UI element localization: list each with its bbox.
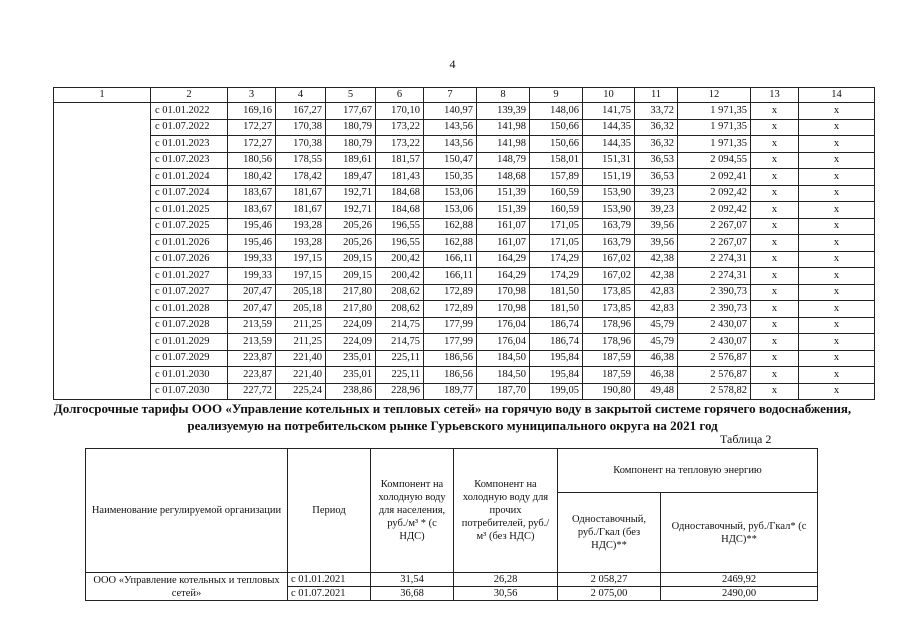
value-cell: 172,27 <box>228 136 276 153</box>
value-cell: x <box>799 334 875 351</box>
value-cell: 2 092,42 <box>678 202 751 219</box>
value-cell: 181,43 <box>376 169 424 186</box>
value-cell: 184,68 <box>376 185 424 202</box>
value-cell: 33,72 <box>635 103 678 120</box>
value-cell: 144,35 <box>583 136 635 153</box>
value-cell: 1 971,35 <box>678 119 751 136</box>
header-heat-no-vat: Одноставочный, руб./Гкал (без НДС)** <box>558 493 661 573</box>
period-cell: с 01.01.2027 <box>151 268 228 285</box>
value-cell: x <box>799 202 875 219</box>
value-cell: x <box>799 268 875 285</box>
value-cell: 169,16 <box>228 103 276 120</box>
value-cell: 39,56 <box>635 235 678 252</box>
value-cell: 167,02 <box>583 268 635 285</box>
value-cell: 214,75 <box>376 334 424 351</box>
period-cell: с 01.07.2022 <box>151 119 228 136</box>
period-cell: с 01.07.2023 <box>151 152 228 169</box>
value-cell: x <box>751 119 799 136</box>
value-cell: x <box>751 334 799 351</box>
value-cell: 186,56 <box>424 367 477 384</box>
period-cell: с 01.01.2021 <box>288 573 371 587</box>
header-cold-other: Компонент на холодную воду для прочих потребителей, руб./м³ (без НДС) <box>454 449 558 573</box>
value-cell: 166,11 <box>424 268 477 285</box>
value-cell: 190,80 <box>583 383 635 400</box>
value-cell: 162,88 <box>424 218 477 235</box>
value-cell: 148,68 <box>477 169 530 186</box>
value-cell: 181,57 <box>376 152 424 169</box>
value-cell: 186,74 <box>530 334 583 351</box>
value-cell: 173,22 <box>376 136 424 153</box>
value-cell: 177,99 <box>424 317 477 334</box>
table-row <box>54 136 875 153</box>
value-cell: 205,26 <box>326 235 376 252</box>
value-cell: 2 576,87 <box>678 350 751 367</box>
value-cell: 195,46 <box>228 218 276 235</box>
value-cell: 49,48 <box>635 383 678 400</box>
column-number: 12 <box>678 88 751 103</box>
value-cell: 2 274,31 <box>678 268 751 285</box>
column-number: 6 <box>376 88 424 103</box>
value-cell: 151,19 <box>583 169 635 186</box>
value-cell: 46,38 <box>635 367 678 384</box>
value-cell: 238,86 <box>326 383 376 400</box>
value-cell: 205,26 <box>326 218 376 235</box>
table-row <box>54 251 875 268</box>
value-cell: 158,01 <box>530 152 583 169</box>
value-cell: 153,06 <box>424 185 477 202</box>
value-cell: 170,38 <box>276 136 326 153</box>
value-cell: 36,53 <box>635 152 678 169</box>
value-cell: x <box>751 317 799 334</box>
value-cell: 164,29 <box>477 268 530 285</box>
value-cell: x <box>799 367 875 384</box>
period-cell: с 01.01.2029 <box>151 334 228 351</box>
value-cell: x <box>751 251 799 268</box>
value-cell: 150,66 <box>530 119 583 136</box>
value-cell: 163,79 <box>583 218 635 235</box>
value-cell: 211,25 <box>276 334 326 351</box>
value-cell: 180,56 <box>228 152 276 169</box>
value-cell: 173,22 <box>376 119 424 136</box>
value-cell: 2 267,07 <box>678 235 751 252</box>
value-cell: 42,38 <box>635 251 678 268</box>
value-cell: 180,79 <box>326 136 376 153</box>
value-cell: 178,55 <box>276 152 326 169</box>
value-cell: 223,87 <box>228 350 276 367</box>
header-cold-population: Компонент на холодную воду для населения, руб./м³ * (с НДС) <box>371 449 454 573</box>
table-row <box>54 218 875 235</box>
column-number: 2 <box>151 88 228 103</box>
table-row <box>54 169 875 186</box>
header-period: Период <box>288 449 371 573</box>
period-cell: с 01.07.2029 <box>151 350 228 367</box>
value-cell: 174,29 <box>530 268 583 285</box>
value-cell: x <box>751 350 799 367</box>
value-cell: 196,55 <box>376 218 424 235</box>
table-row <box>54 185 875 202</box>
value-cell: 223,87 <box>228 367 276 384</box>
value-cell: x <box>751 169 799 186</box>
value-cell: 36,53 <box>635 169 678 186</box>
table-row <box>54 152 875 169</box>
value-cell: 225,11 <box>376 367 424 384</box>
value-cell: 193,28 <box>276 235 326 252</box>
value-cell: 153,90 <box>583 185 635 202</box>
table-row <box>54 301 875 318</box>
value-cell: x <box>751 202 799 219</box>
value-cell: 189,77 <box>424 383 477 400</box>
value-cell: 181,67 <box>276 185 326 202</box>
value-cell: 172,27 <box>228 119 276 136</box>
value-cell: 150,35 <box>424 169 477 186</box>
tariff-table-2 <box>85 448 818 601</box>
value-cell: 189,47 <box>326 169 376 186</box>
value-cell: 163,79 <box>583 235 635 252</box>
value-cell: 30,56 <box>454 587 558 601</box>
value-cell: 209,15 <box>326 251 376 268</box>
column-number: 7 <box>424 88 477 103</box>
value-cell: x <box>799 103 875 120</box>
value-cell: x <box>751 301 799 318</box>
value-cell: 178,42 <box>276 169 326 186</box>
column-number: 11 <box>635 88 678 103</box>
value-cell: 2 274,31 <box>678 251 751 268</box>
value-cell: 46,38 <box>635 350 678 367</box>
period-cell: с 01.01.2028 <box>151 301 228 318</box>
table-row <box>54 334 875 351</box>
value-cell: 172,89 <box>424 301 477 318</box>
value-cell: 173,85 <box>583 284 635 301</box>
value-cell: 199,05 <box>530 383 583 400</box>
period-cell: с 01.01.2022 <box>151 103 228 120</box>
period-cell: с 01.01.2025 <box>151 202 228 219</box>
column-number: 8 <box>477 88 530 103</box>
value-cell: 2490,00 <box>661 587 818 601</box>
value-cell: 174,29 <box>530 251 583 268</box>
value-cell: x <box>799 350 875 367</box>
value-cell: 42,83 <box>635 301 678 318</box>
value-cell: 150,66 <box>530 136 583 153</box>
value-cell: 167,27 <box>276 103 326 120</box>
value-cell: 151,39 <box>477 185 530 202</box>
table-row <box>54 119 875 136</box>
value-cell: 183,67 <box>228 202 276 219</box>
column-number-row <box>54 88 875 103</box>
empty-org-cell <box>54 103 151 400</box>
value-cell: 173,85 <box>583 301 635 318</box>
value-cell: x <box>751 284 799 301</box>
value-cell: x <box>799 301 875 318</box>
value-cell: 205,18 <box>276 284 326 301</box>
table-row <box>54 202 875 219</box>
value-cell: 178,96 <box>583 334 635 351</box>
period-cell: с 01.01.2026 <box>151 235 228 252</box>
value-cell: x <box>751 152 799 169</box>
value-cell: 160,59 <box>530 202 583 219</box>
value-cell: 176,04 <box>477 334 530 351</box>
value-cell: x <box>751 136 799 153</box>
value-cell: 172,89 <box>424 284 477 301</box>
tariff-table-continued <box>53 87 875 400</box>
value-cell: 180,42 <box>228 169 276 186</box>
value-cell: 153,90 <box>583 202 635 219</box>
value-cell: 195,46 <box>228 235 276 252</box>
value-cell: 192,71 <box>326 202 376 219</box>
value-cell: 186,74 <box>530 317 583 334</box>
value-cell: x <box>751 367 799 384</box>
value-cell: 171,05 <box>530 235 583 252</box>
value-cell: 141,98 <box>477 119 530 136</box>
value-cell: 195,84 <box>530 350 583 367</box>
value-cell: 45,79 <box>635 317 678 334</box>
value-cell: 200,42 <box>376 268 424 285</box>
value-cell: 213,59 <box>228 317 276 334</box>
page-number: 4 <box>449 57 456 71</box>
value-cell: x <box>751 218 799 235</box>
value-cell: 170,98 <box>477 284 530 301</box>
value-cell: 151,31 <box>583 152 635 169</box>
value-cell: 225,24 <box>276 383 326 400</box>
value-cell: 195,84 <box>530 367 583 384</box>
document-heading: Долгосрочные тарифы ООО «Управление котельных и тепловых сетей» на горячую воду в закрытой системе горячего водоснабжения, реализуемую на потребительском рынке Гурьевского муниципального округа на 2021 год <box>53 401 852 433</box>
header-org: Наименование регулируемой организации <box>86 449 288 573</box>
value-cell: 39,23 <box>635 202 678 219</box>
value-cell: 2 576,87 <box>678 367 751 384</box>
value-cell: 207,47 <box>228 301 276 318</box>
value-cell: 187,59 <box>583 350 635 367</box>
value-cell: x <box>751 185 799 202</box>
value-cell: 141,98 <box>477 136 530 153</box>
table-row <box>54 284 875 301</box>
value-cell: 2 430,07 <box>678 334 751 351</box>
table-label: Таблица 2 <box>720 432 772 446</box>
value-cell: 1 971,35 <box>678 136 751 153</box>
period-cell: с 01.07.2025 <box>151 218 228 235</box>
column-number: 5 <box>326 88 376 103</box>
value-cell: x <box>751 383 799 400</box>
table-row <box>54 235 875 252</box>
value-cell: 2 094,55 <box>678 152 751 169</box>
value-cell: 205,18 <box>276 301 326 318</box>
value-cell: 214,75 <box>376 317 424 334</box>
period-cell: с 01.01.2024 <box>151 169 228 186</box>
period-cell: с 01.01.2030 <box>151 367 228 384</box>
value-cell: x <box>751 103 799 120</box>
value-cell: 140,97 <box>424 103 477 120</box>
value-cell: 148,06 <box>530 103 583 120</box>
value-cell: x <box>799 169 875 186</box>
value-cell: x <box>799 218 875 235</box>
period-cell: с 01.07.2030 <box>151 383 228 400</box>
value-cell: x <box>799 152 875 169</box>
value-cell: 177,67 <box>326 103 376 120</box>
value-cell: 36,32 <box>635 119 678 136</box>
value-cell: 181,50 <box>530 301 583 318</box>
value-cell: 164,29 <box>477 251 530 268</box>
value-cell: 36,68 <box>371 587 454 601</box>
value-cell: 224,09 <box>326 334 376 351</box>
period-cell: с 01.01.2023 <box>151 136 228 153</box>
value-cell: 167,02 <box>583 251 635 268</box>
value-cell: 31,54 <box>371 573 454 587</box>
column-number: 4 <box>276 88 326 103</box>
value-cell: 180,79 <box>326 119 376 136</box>
value-cell: 178,96 <box>583 317 635 334</box>
value-cell: x <box>799 251 875 268</box>
value-cell: 39,23 <box>635 185 678 202</box>
value-cell: 36,32 <box>635 136 678 153</box>
period-cell: с 01.07.2021 <box>288 587 371 601</box>
value-cell: 193,28 <box>276 218 326 235</box>
value-cell: 199,33 <box>228 251 276 268</box>
value-cell: 2 058,27 <box>558 573 661 587</box>
value-cell: 217,80 <box>326 301 376 318</box>
value-cell: 2 092,42 <box>678 185 751 202</box>
header-heat-vat: Одноставочный, руб./Гкал* (с НДС)** <box>661 493 818 573</box>
value-cell: x <box>751 235 799 252</box>
value-cell: 171,05 <box>530 218 583 235</box>
value-cell: 184,50 <box>477 350 530 367</box>
value-cell: 170,38 <box>276 119 326 136</box>
value-cell: 26,28 <box>454 573 558 587</box>
value-cell: 221,40 <box>276 350 326 367</box>
value-cell: 150,47 <box>424 152 477 169</box>
column-number: 1 <box>54 88 151 103</box>
value-cell: 162,88 <box>424 235 477 252</box>
value-cell: 2 390,73 <box>678 301 751 318</box>
table-row <box>54 350 875 367</box>
table-row <box>54 103 875 120</box>
period-cell: с 01.07.2026 <box>151 251 228 268</box>
value-cell: 39,56 <box>635 218 678 235</box>
value-cell: 227,72 <box>228 383 276 400</box>
value-cell: 2 075,00 <box>558 587 661 601</box>
value-cell: 196,55 <box>376 235 424 252</box>
value-cell: 183,67 <box>228 185 276 202</box>
column-number: 14 <box>799 88 875 103</box>
org-name: ООО «Управление котельных и тепловых сетей» <box>86 573 288 601</box>
value-cell: 189,61 <box>326 152 376 169</box>
value-cell: 209,15 <box>326 268 376 285</box>
header-heat-group: Компонент на тепловую энергию <box>558 449 818 493</box>
value-cell: x <box>751 268 799 285</box>
value-cell: 228,96 <box>376 383 424 400</box>
value-cell: 187,59 <box>583 367 635 384</box>
value-cell: 224,09 <box>326 317 376 334</box>
value-cell: 197,15 <box>276 268 326 285</box>
column-number: 13 <box>751 88 799 103</box>
value-cell: 42,83 <box>635 284 678 301</box>
column-number: 9 <box>530 88 583 103</box>
value-cell: x <box>799 317 875 334</box>
value-cell: 225,11 <box>376 350 424 367</box>
value-cell: 181,67 <box>276 202 326 219</box>
period-cell: с 01.07.2027 <box>151 284 228 301</box>
table-row <box>54 367 875 384</box>
period-cell: с 01.07.2028 <box>151 317 228 334</box>
value-cell: 221,40 <box>276 367 326 384</box>
value-cell: 161,07 <box>477 235 530 252</box>
value-cell: 177,99 <box>424 334 477 351</box>
value-cell: 170,98 <box>477 301 530 318</box>
value-cell: 42,38 <box>635 268 678 285</box>
value-cell: 160,59 <box>530 185 583 202</box>
period-cell: с 01.07.2024 <box>151 185 228 202</box>
value-cell: 144,35 <box>583 119 635 136</box>
value-cell: 148,79 <box>477 152 530 169</box>
value-cell: x <box>799 284 875 301</box>
value-cell: 181,50 <box>530 284 583 301</box>
value-cell: 187,70 <box>477 383 530 400</box>
value-cell: 192,71 <box>326 185 376 202</box>
value-cell: 157,89 <box>530 169 583 186</box>
value-cell: 2 430,07 <box>678 317 751 334</box>
table-row <box>54 383 875 400</box>
value-cell: 184,50 <box>477 367 530 384</box>
value-cell: 2 092,41 <box>678 169 751 186</box>
value-cell: 143,56 <box>424 136 477 153</box>
value-cell: 161,07 <box>477 218 530 235</box>
value-cell: 2 390,73 <box>678 284 751 301</box>
value-cell: 170,10 <box>376 103 424 120</box>
value-cell: 217,80 <box>326 284 376 301</box>
column-number: 10 <box>583 88 635 103</box>
value-cell: 143,56 <box>424 119 477 136</box>
value-cell: x <box>799 119 875 136</box>
value-cell: 208,62 <box>376 284 424 301</box>
value-cell: x <box>799 235 875 252</box>
value-cell: 207,47 <box>228 284 276 301</box>
value-cell: 2 578,82 <box>678 383 751 400</box>
value-cell: 139,39 <box>477 103 530 120</box>
value-cell: 235,01 <box>326 350 376 367</box>
value-cell: 208,62 <box>376 301 424 318</box>
value-cell: x <box>799 136 875 153</box>
value-cell: 213,59 <box>228 334 276 351</box>
value-cell: 151,39 <box>477 202 530 219</box>
value-cell: 184,68 <box>376 202 424 219</box>
value-cell: 199,33 <box>228 268 276 285</box>
value-cell: 45,79 <box>635 334 678 351</box>
value-cell: 153,06 <box>424 202 477 219</box>
column-number: 3 <box>228 88 276 103</box>
value-cell: 197,15 <box>276 251 326 268</box>
value-cell: 141,75 <box>583 103 635 120</box>
table-row <box>54 268 875 285</box>
value-cell: 2 267,07 <box>678 218 751 235</box>
value-cell: 2469,92 <box>661 573 818 587</box>
value-cell: 211,25 <box>276 317 326 334</box>
value-cell: 235,01 <box>326 367 376 384</box>
value-cell: 176,04 <box>477 317 530 334</box>
value-cell: 186,56 <box>424 350 477 367</box>
value-cell: 200,42 <box>376 251 424 268</box>
value-cell: 166,11 <box>424 251 477 268</box>
value-cell: 1 971,35 <box>678 103 751 120</box>
value-cell: x <box>799 383 875 400</box>
table-row <box>54 317 875 334</box>
value-cell: x <box>799 185 875 202</box>
